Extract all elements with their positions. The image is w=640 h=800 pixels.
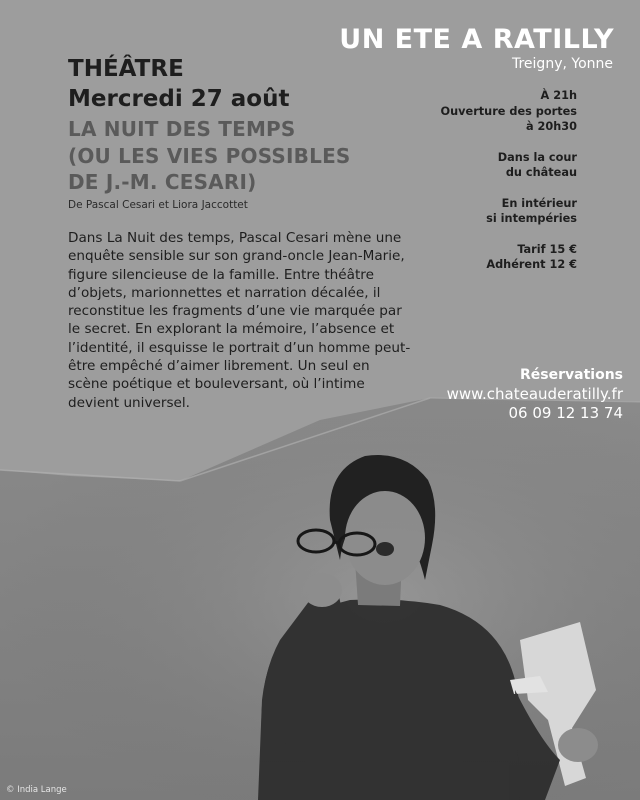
description-line: être empêché d’aimer librement. Un seul en [68, 358, 370, 375]
play-title-line: DE J.-M. CESARI) [68, 170, 257, 194]
info-line: Dans la cour [497, 150, 577, 164]
info-line: du château [505, 166, 577, 179]
description-line: enquête sensible sur son grand-oncle Jean-Marie, [68, 248, 405, 265]
reservations-website-link[interactable]: www.chateauderatilly.fr [446, 385, 623, 403]
info-line: à 20h30 [525, 120, 577, 133]
description-line: figure silencieuse de la famille. Entre théâtre [68, 266, 374, 283]
info-line: En intérieur [501, 196, 577, 210]
description-line: d’objets, marionnettes et narration décalée, il [68, 284, 381, 301]
play-title-line: (OU LES VIES POSSIBLES [68, 143, 351, 168]
practical-info [377, 88, 577, 288]
play-title-line: LA NUIT DES TEMPS [68, 117, 296, 141]
description-line: l’identité, il esquisse le portrait d’un homme peut- [68, 339, 411, 356]
festival-title: UN ETE A RATILLY [339, 24, 614, 55]
event-date: Mercredi 27 août [68, 86, 290, 112]
play-authors: De Pascal Cesari et Liora Jaccottet [68, 198, 248, 211]
info-line: Adhérent 12 € [486, 258, 577, 271]
info-line: si intempéries [486, 212, 577, 225]
description-line: scène poétique et bouleversant, où l’intime [68, 376, 365, 393]
info-fallback [377, 196, 577, 227]
reservations [447, 366, 623, 423]
description-line: le secret. En explorant la mémoire, l’absence et [68, 321, 395, 338]
info-prices [377, 242, 577, 273]
reservations-phone[interactable]: 06 09 12 13 74 [508, 404, 623, 422]
description-line: devient universel. [68, 394, 190, 411]
description-line: reconstitue les fragments d’une vie marquée par [68, 303, 402, 320]
reservations-title: Réservations [520, 367, 623, 383]
info-line: Tarif 15 € [517, 242, 577, 256]
festival-location: Treigny, Yonne [511, 56, 613, 72]
description-line: Dans La Nuit des temps, Pascal Cesari mène une [68, 230, 402, 246]
info-place [377, 150, 577, 181]
info-time [377, 88, 577, 135]
info-line: Ouverture des portes [440, 104, 577, 118]
event-genre: THÉÂTRE [68, 56, 184, 82]
photo-credit: © India Lange [6, 785, 67, 795]
info-line: À 21h [540, 89, 577, 102]
